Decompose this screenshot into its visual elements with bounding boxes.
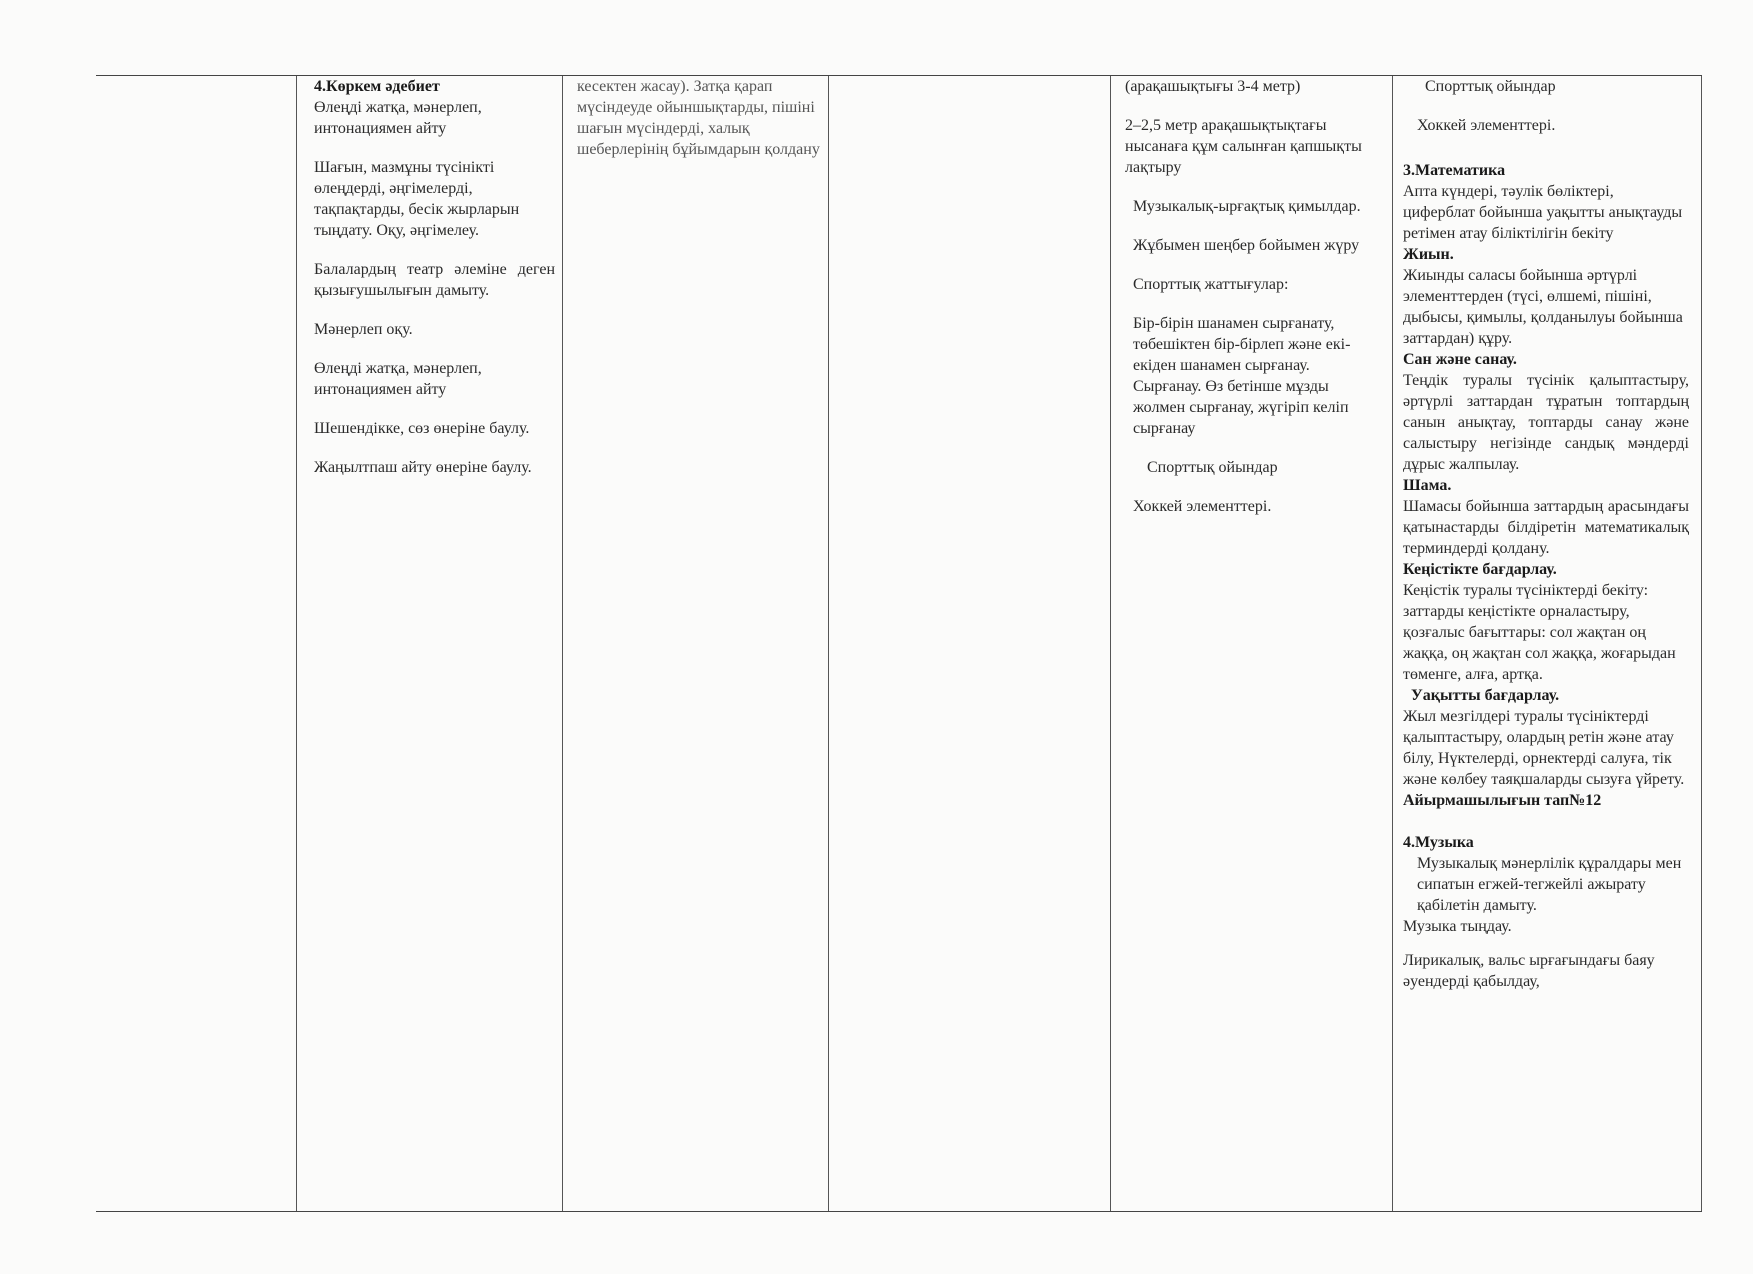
lesson-plan-table [96, 75, 1702, 1212]
time-heading: Уақытты бағдарлау. [1411, 687, 1560, 704]
pe-item-2: 2–2,5 метр арақашықтықтағы нысанаға құм салынған қапшықты лақтыру [1125, 117, 1362, 176]
hockey-label: Хоккей элементтері. [1417, 117, 1556, 134]
music-listen: Музыка тыңдау. [1403, 918, 1512, 935]
set-text: Жиынды саласы бойынша әртүрлі элементтерден (түсі, өлшемі, пішіні, дыбысы, қимылы, қолданылуы бойынша заттардан) құру. [1403, 267, 1683, 347]
time-text: Жыл мезгілдері туралы түсініктерді қалыптастыру, олардың ретін және атау білу, Нүктелерді, орнектерді салуға, тік және көлбеу таяқшаларды сызуға үйрету. [1403, 708, 1685, 788]
sport-games-label: Спорттық ойындар [1425, 78, 1556, 95]
pe-item-1: (арақашықтығы 3-4 метр) [1125, 78, 1301, 95]
literature-item-3: Балалардың театр әлеміне деген қызығушылығын дамыту. [314, 261, 555, 299]
literature-column [296, 76, 562, 1211]
pe-item-6: Бір-бірін шанамен сырғанату, төбешіктен бір-бірлеп және екі-екіден шанамен сырғанау. Сырғанау. Өз бетінше мұзды жолмен сырғанау, жүгіріп келіп сырғанау [1133, 315, 1351, 437]
math-heading: 3.Математика [1403, 162, 1506, 179]
size-text: Шамасы бойынша заттардың арасындағы қатынастарды білдіретін математикалық терминдерді қолдану. [1403, 498, 1689, 557]
modeling-text: кесектен жасау). Затқа қарап мүсіндеуде ойыншықтарды, пішіні шағын мүсіндерді, халық шеберлерінің бұйымдарын қолдану [577, 78, 820, 158]
math-intro: Апта күндері, тәулік бөліктері, циферблат бойынша уақытты анықтауды ретімен атау біліктілігін бекіту [1403, 183, 1683, 242]
space-heading: Кеңістікте бағдарлау. [1403, 561, 1557, 578]
physical-education-column [1110, 76, 1392, 1211]
music-lyric: Лирикалық, вальс ырғағындағы баяу әуендерді қабылдау, [1403, 952, 1655, 990]
music-heading: 4.Музыка [1403, 834, 1474, 851]
empty-column-4 [828, 76, 1110, 1211]
pe-item-4: Жұбымен шеңбер бойымен жүру [1133, 237, 1360, 254]
literature-item-2: Шағын, мазмұны түсінікті өлеңдерді, әңгімелерді, тақпақтарды, бесік жырларын тыңдату. Оқу, әңгімелеу. [314, 159, 520, 239]
literature-heading: 4.Көркем әдебиет [314, 78, 440, 95]
difference-heading: Айырмашылығын тап№12 [1403, 792, 1602, 809]
count-text: Теңдік туралы түсінік қалыптастыру, әртүрлі заттардан тұратын топтардың санын анықтау, топтарды санау және салыстыру негізінде сандық мәндерді дұрыс жалпылау. [1403, 372, 1689, 473]
literature-item-5: Өлеңді жатқа, мәнерлеп, интонациямен айту [314, 360, 482, 398]
pe-item-3: Музыкалық-ырғақтық қимылдар. [1133, 198, 1361, 215]
pe-item-5: Спорттық жаттығулар: [1133, 276, 1289, 293]
space-text: Кеңістік туралы түсініктерді бекіту: заттарды кеңістікте орналастыру, қозғалыс бағыттары: сол жақтан оң жаққа, оң жақтан сол жаққа, жоғарыдан төменге, алға, артқа. [1403, 582, 1676, 683]
math-music-column [1392, 76, 1702, 1211]
set-heading: Жиын. [1403, 246, 1454, 263]
pe-item-8: Хоккей элементтері. [1133, 498, 1272, 515]
literature-item-6: Шешендікке, сөз өнеріне баулу. [314, 420, 530, 437]
literature-item-1: Өлеңді жатқа, мәнерлеп, интонациямен айту [314, 99, 482, 137]
count-heading: Сан және санау. [1403, 351, 1517, 368]
empty-column-1 [96, 76, 296, 1211]
literature-item-7: Жаңылтпаш айту өнеріне баулу. [314, 459, 532, 476]
pe-item-7: Спорттық ойындар [1147, 459, 1278, 476]
modeling-column [562, 76, 828, 1211]
literature-item-4: Мәнерлеп оқу. [314, 321, 413, 338]
size-heading: Шама. [1403, 477, 1452, 494]
music-text: Музыкалық мәнерлілік құралдары мен сипатын егжей-тегжейлі ажырату қабілетін дамыту. [1417, 855, 1682, 914]
